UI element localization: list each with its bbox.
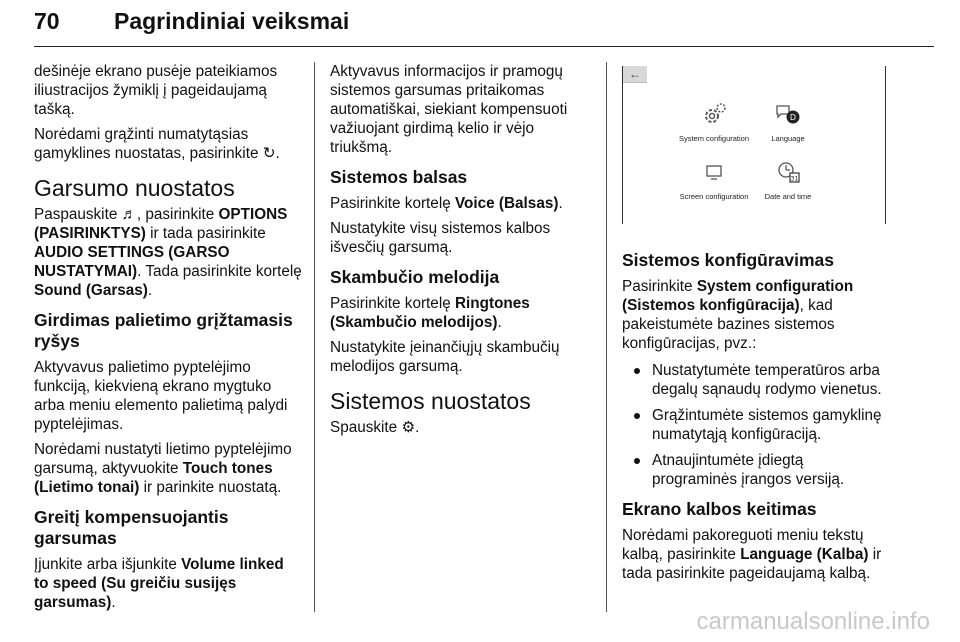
subheading-system-configuration: Sistemos konfigūravimas xyxy=(622,250,835,270)
column-1 xyxy=(34,62,302,618)
menu-item-date-and-time: 31 Date and time xyxy=(743,158,833,201)
list-item: Nustatytumėte temperatūros arba degalų sąnaudų rodymo vienetus. xyxy=(622,361,890,399)
menu-item-screen-configuration: Screen configuration xyxy=(669,158,759,201)
paragraph: Nustatykite įeinančiųjų skambučių melodijos garsumą. xyxy=(330,339,560,375)
monitor-icon xyxy=(699,158,729,186)
column-2 xyxy=(330,62,590,443)
paragraph: Aktyvavus palietimo pyptelėjimo funkciją, kiekvieną ekrano mygtuko arba meniu elemento palietimą palydi pyptelėjimas. xyxy=(34,359,288,433)
subheading-touch-feedback: Girdimas palietimo grįžtamasis ryšys xyxy=(34,310,293,351)
watermark: carmanualsonline.info xyxy=(696,608,930,635)
column-divider xyxy=(314,62,315,612)
menu-item-language: D Language xyxy=(743,100,833,143)
clock-calendar-icon xyxy=(773,158,803,186)
column-3 xyxy=(622,240,890,589)
bullet-list xyxy=(622,361,890,489)
subheading-system-voice: Sistemos balsas xyxy=(330,167,468,187)
gear-icon xyxy=(699,100,729,128)
svg-text:D: D xyxy=(789,113,797,122)
paragraph: Aktyvavus informacijos ir pramogų sistemos garsumas pritaikomas automatiškai, siekiant kompensuoti važiuojant girdimą kelio ir vėjo triukšmą. xyxy=(330,63,568,156)
paragraph: dešinėje ekrano pusėje pateikiamos iliustracijos žymiklį į pageidaujamą tašką. xyxy=(34,63,278,118)
gear-icon: ⚙ xyxy=(401,418,416,436)
paragraph: Spauskite ⚙. xyxy=(330,418,420,436)
subheading-ringtone: Skambučio melodija xyxy=(330,267,500,287)
paragraph: Norėdami nustatyti lietimo pyptelėjimo garsumą, aktyvuokite Touch tones (Lietimo tonai) ir parinkite nuostatą. xyxy=(34,441,292,496)
subheading-speed-volume: Greitį kompensuojantis garsumas xyxy=(34,507,229,548)
column-divider xyxy=(606,62,607,612)
settings-menu-screenshot xyxy=(622,66,886,224)
speech-bubble-icon xyxy=(773,100,803,128)
paragraph: Norėdami pakoreguoti meniu tekstų kalbą, pasirinkite Language (Kalba) ir tada pasirinkite pageidaujamą kalbą. xyxy=(622,527,882,582)
subheading-screen-language: Ekrano kalbos keitimas xyxy=(622,499,817,519)
svg-text:31: 31 xyxy=(790,175,799,183)
back-arrow-icon: ← xyxy=(623,66,647,83)
paragraph: Įjunkite arba išjunkite Volume linked to speed (Su greičiu susijęs garsumas). xyxy=(34,556,284,611)
paragraph: Paspauskite ♬, pasirinkite OPTIONS (PASIRINKTYS) ir tada pasirinkite AUDIO SETTINGS (GARSO NUSTATYMAI). Tada pasirinkite kortelę Sound (Garsas). xyxy=(34,206,302,299)
paragraph: Nustatykite visų sistemos kalbos išvesčių garsumą. xyxy=(330,220,551,256)
section-heading-system-settings: Sistemos nuostatos xyxy=(330,388,531,414)
section-heading-volume: Garsumo nuostatos xyxy=(34,175,235,201)
page-header xyxy=(34,0,934,47)
paragraph: Pasirinkite System configuration (Sistemos konfigūracija), kad pakeistumėte bazines sistemos konfigūracijas, pvz.: xyxy=(622,278,854,352)
page-number: 70 xyxy=(34,8,60,34)
list-item: Atnaujintumėte įdiegtą programinės įrangos versiją. xyxy=(622,451,890,489)
list-item: Grąžintumėte sistemos gamyklinę numatytąją konfigūraciją. xyxy=(622,406,890,444)
paragraph: Pasirinkite kortelę Ringtones (Skambučio melodijos). xyxy=(330,295,530,331)
paragraph: Pasirinkite kortelę Voice (Balsas). xyxy=(330,195,563,212)
menu-item-system-configuration: System configuration xyxy=(669,100,759,143)
chapter-title: Pagrindiniai veiksmai xyxy=(114,8,350,34)
paragraph: Norėdami grąžinti numatytąsias gamyklines nuostatas, pasirinkite ↻. xyxy=(34,126,280,162)
